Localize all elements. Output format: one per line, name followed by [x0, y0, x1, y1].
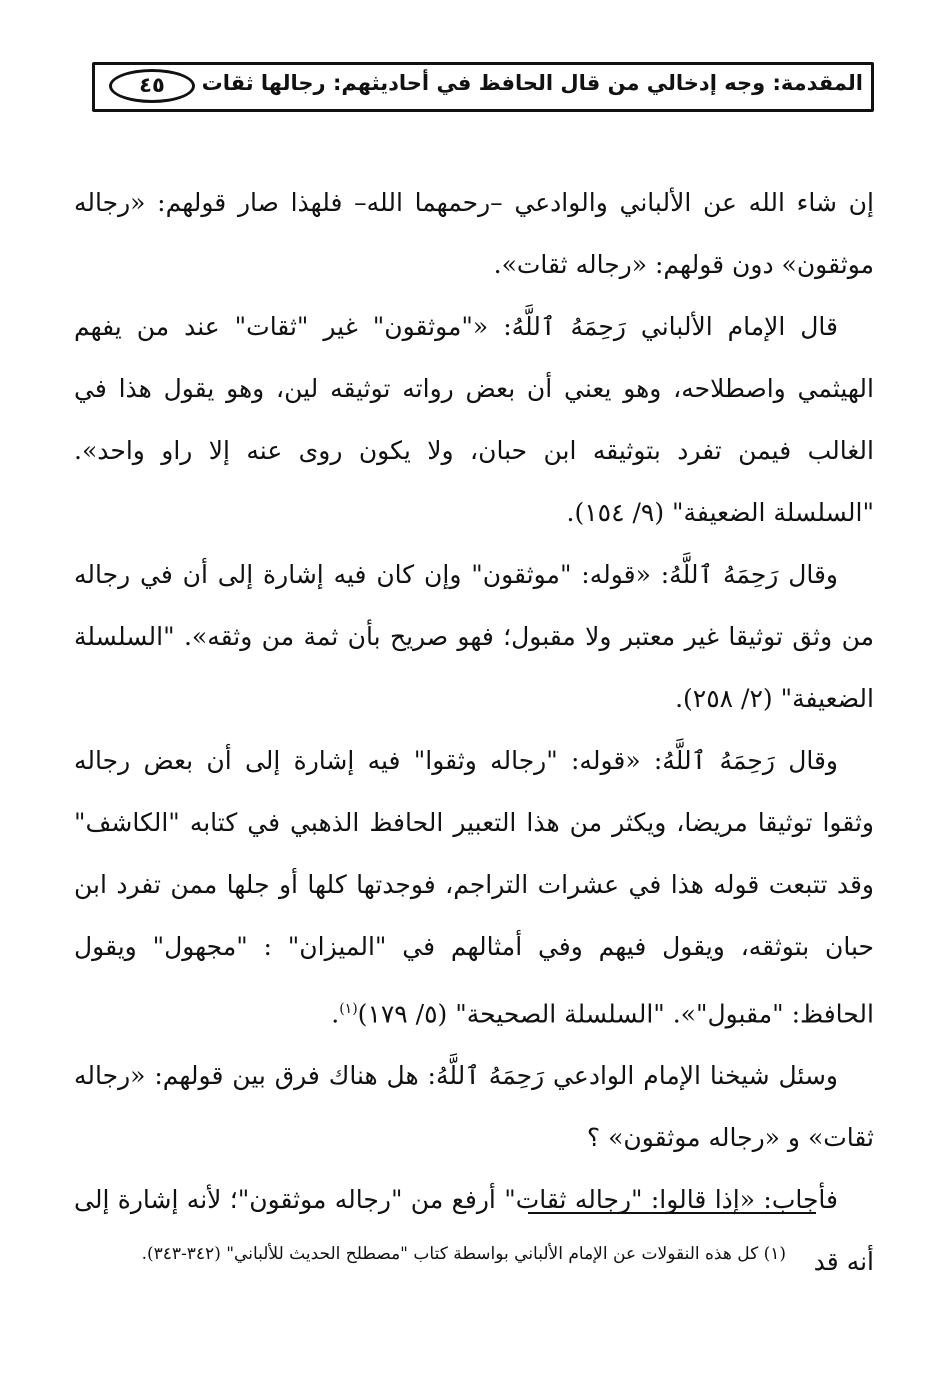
page-header	[92, 62, 874, 112]
paragraph-6: فأجاب: «إذا قالوا: "رجاله ثقات" أرفع من "رجاله موثقون"؛ لأنه إشارة إلى أنه قد	[74, 1185, 874, 1277]
footnote-divider	[528, 1212, 816, 1214]
footnote: (١) كل هذه النقولات عن الإمام الألباني بواسطة كتاب "مصطلح الحديث للألباني" (٣٤٢-٣٤٣).	[141, 1244, 786, 1264]
paragraph-5: وسئل شيخنا الإمام الوادعي رَحِمَهُ ٱللَّهُ: هل هناك فرق بين قولهم: «رجاله ثقات» و «رجاله موثقون» ؟	[74, 1061, 874, 1153]
paragraph-1: إن شاء الله عن الألباني والوادعي –رحمهما الله– فلهذا صار قولهم: «رجاله موثقون» دون قولهم: «رجاله ثقات».	[74, 188, 874, 279]
footnote-reference: (١)	[339, 1001, 358, 1017]
paragraph-2: قال الإمام الألباني رَحِمَهُ ٱللَّهُ: «"موثقون" غير "ثقات" عند من يفهم الهيثمي واصطلاحه، وهو يعني أن بعض رواته توثيقه لين، وهو يقول هذا في الغالب فيمن تفرد بتوثيقه ابن حبان، ولا يكون روى عنه إلا راو واحد». "السلسلة الضعيفة" (٩/ ١٥٤).	[74, 312, 874, 527]
body-text	[74, 172, 874, 1293]
paragraph-4	[74, 730, 874, 1045]
paragraph-3: وقال رَحِمَهُ ٱللَّهُ: «قوله: "موثقون" وإن كان فيه إشارة إلى أن في رجاله من وثق توثيقا غير معتبر ولا مقبول؛ فهو صريح بأن ثمة من وثقه». "السلسلة الضعيفة" (٢/ ٢٥٨).	[74, 560, 874, 713]
paragraph-4-text: وقال رَحِمَهُ ٱللَّهُ: «قوله: "رجاله وثقوا" فيه إشارة إلى أن بعض رجاله وثقوا توثيقا مريضا، ويكثر من هذا التعبير الحافظ الذهبي في كتابه "الكاشف" وقد تتبعت قوله هذا في عشرات التراجم، فوجدتها كلها أو جلها ممن تفرد ابن حبان بتوثقه، ويقول فيهم وفي أمثالهم في "الميزان" : "مجهول" ويقول الحافظ: "مقبول"». "السلسلة الصحيحة" (٥/ ١٧٩)	[74, 746, 874, 1029]
paragraph-4-end: .	[331, 999, 340, 1029]
page-number: ٤٥	[109, 69, 195, 103]
header-title: المقدمة: وجه إدخالي من قال الحافظ في أحاديثهم: رجالها ثقات	[201, 71, 863, 95]
